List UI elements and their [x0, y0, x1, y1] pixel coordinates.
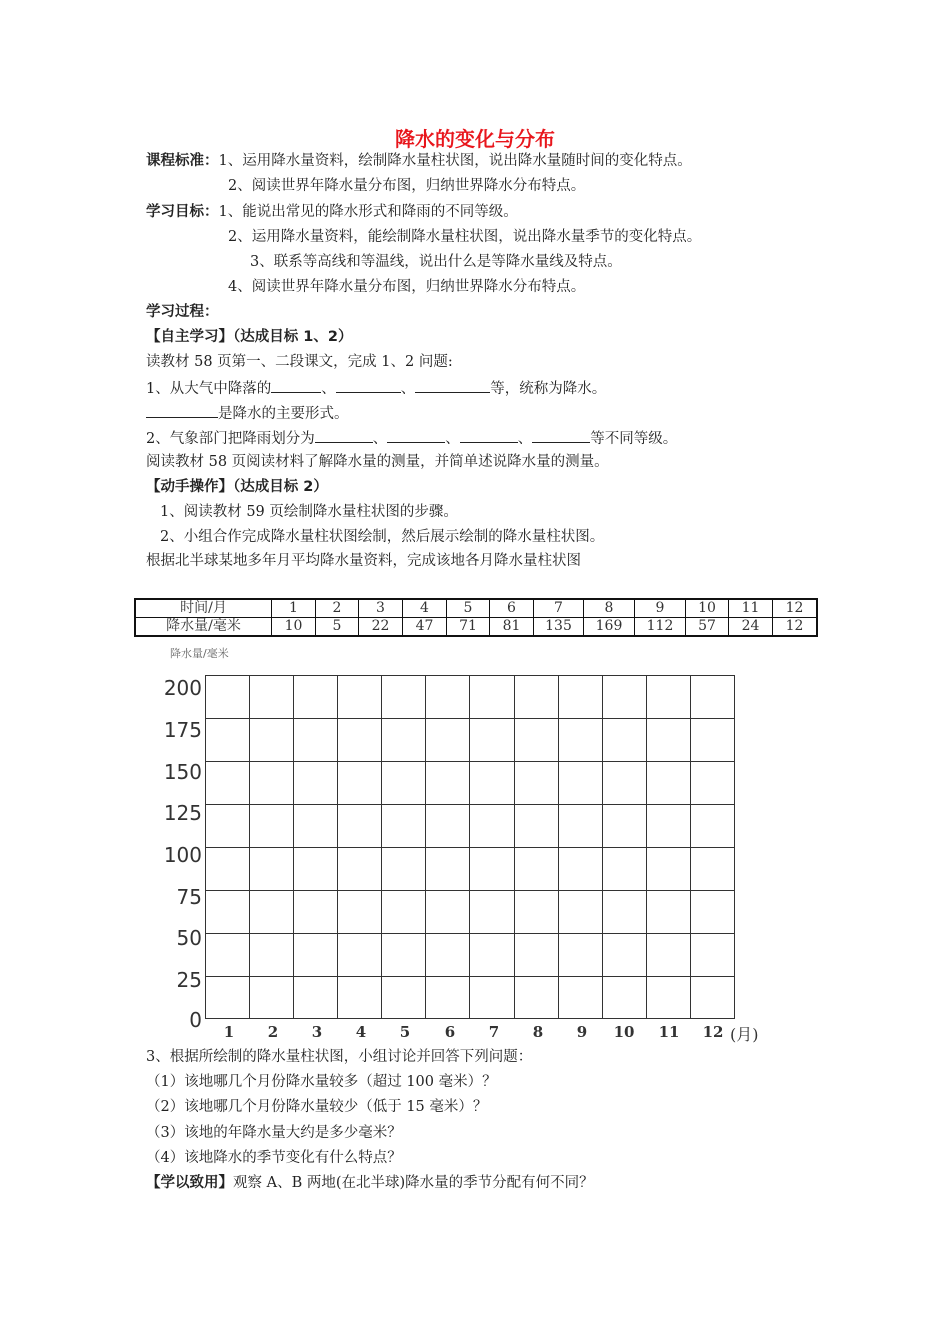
separator: 、 — [517, 431, 533, 447]
table-cell: 81 — [490, 618, 534, 637]
learning-goal-item: 4、阅读世界年降水量分布图，归纳世界降水分布特点。 — [228, 279, 586, 295]
answer-blank[interactable] — [532, 428, 590, 443]
y-tick: 50 — [176, 926, 202, 950]
table-cell: 2 — [316, 599, 359, 618]
reading-instruction: 阅读教材 58 页阅读材料了解降水量的测量，并简单述说降水量的测量。 — [146, 454, 609, 470]
hands-on-item: 2、小组合作完成降水量柱状图绘制，然后展示绘制的降水量柱状图。 — [160, 529, 605, 545]
table-cell: 11 — [729, 599, 773, 618]
y-tick: 100 — [163, 843, 202, 867]
table-cell: 12 — [773, 599, 818, 618]
y-tick: 125 — [163, 801, 202, 825]
question-1-suffix: 等，统称为降水。 — [490, 381, 607, 397]
y-tick: 25 — [176, 968, 202, 992]
question-1b-text: 是降水的主要形式。 — [218, 406, 349, 422]
learning-goal-item: 1、能说出常见的降水形式和降雨的不同等级。 — [218, 204, 518, 220]
self-study-heading: 【自主学习】（达成目标 1、2） — [146, 329, 353, 345]
grid-line — [206, 933, 734, 934]
table-cell: 10 — [686, 599, 729, 618]
learning-goal-item: 3、联系等高线和等温线，说出什么是等降水量线及特点。 — [250, 254, 622, 270]
row-label: 降水量/毫米 — [135, 618, 272, 637]
table-cell: 22 — [359, 618, 403, 637]
question-1 — [146, 378, 606, 398]
x-tick: 2 — [267, 1023, 279, 1041]
x-tick: 7 — [488, 1023, 500, 1041]
question-item: （4）该地降水的季节变化有什么特点？ — [146, 1150, 402, 1166]
table-cell: 7 — [534, 599, 584, 618]
question-item: （1）该地哪几个月份降水量较多（超过 100 毫米）？ — [146, 1074, 497, 1090]
x-tick: 3 — [311, 1023, 323, 1041]
y-tick: 175 — [163, 718, 202, 742]
separator: 、 — [400, 381, 416, 397]
x-tick: 5 — [399, 1023, 411, 1041]
table-cell: 112 — [635, 618, 686, 637]
learning-goals-label: 学习目标： — [146, 204, 219, 220]
hands-on-instruction: 根据北半球某地多年月平均降水量资料，完成该地各月降水量柱状图 — [146, 553, 581, 569]
table-cell: 9 — [635, 599, 686, 618]
chart-grid[interactable] — [205, 675, 735, 1019]
question-1-text: 1、从大气中降落的 — [146, 381, 272, 397]
learning-goal-item: 2、运用降水量资料，能绘制降水量柱状图，说出降水量季节的变化特点。 — [228, 229, 702, 245]
hands-on-heading: 【动手操作】（达成目标 2） — [146, 479, 328, 495]
questions-heading — [146, 1048, 532, 1066]
x-tick: 6 — [444, 1023, 456, 1041]
answer-blank[interactable] — [415, 378, 490, 393]
grid-line — [206, 890, 734, 891]
y-tick: 150 — [163, 760, 202, 784]
question-1b — [146, 403, 349, 423]
separator: 、 — [372, 431, 388, 447]
separator: 、 — [445, 431, 460, 447]
table-cell: 135 — [534, 618, 584, 637]
x-tick: 10 — [613, 1023, 635, 1041]
x-axis-unit: (月) — [730, 1025, 759, 1044]
answer-blank[interactable] — [336, 378, 401, 393]
question-2-text: 2、气象部门把降雨划分为 — [146, 431, 315, 447]
table-cell: 4 — [403, 599, 447, 618]
self-study-intro: 读教材 58 页第一、二段课文，完成 1、2 问题: — [146, 354, 453, 370]
x-tick: 9 — [576, 1023, 588, 1041]
table-cell: 47 — [403, 618, 447, 637]
y-tick: 75 — [176, 885, 202, 909]
answer-blank[interactable] — [387, 428, 445, 443]
x-tick: 12 — [702, 1023, 724, 1041]
grid-line — [206, 718, 734, 719]
question-item: （2）该地哪几个月份降水量较少（低于 15 毫米）？ — [146, 1099, 488, 1115]
table-cell: 10 — [272, 618, 316, 637]
table-cell: 24 — [729, 618, 773, 637]
y-tick: 0 — [189, 1008, 202, 1032]
answer-blank[interactable] — [271, 378, 321, 393]
grid-line — [206, 761, 734, 762]
learning-goals-line-1 — [146, 203, 518, 221]
x-tick: 1 — [223, 1023, 235, 1041]
apply-heading: 【学以致用】 — [146, 1175, 233, 1191]
precipitation-table — [134, 598, 818, 637]
curriculum-standard-line-1 — [146, 152, 692, 170]
table-cell: 71 — [447, 618, 490, 637]
separator: 、 — [321, 381, 336, 397]
questions-heading-text: 3、根据所绘制的降水量柱状图，小组讨论并回答下列问题： — [146, 1049, 533, 1065]
grid-line — [206, 847, 734, 848]
table-cell: 5 — [447, 599, 490, 618]
curriculum-standard-item: 1、运用降水量资料，绘制降水量柱状图，说出降水量随时间的变化特点。 — [218, 153, 692, 169]
table-row-precip — [135, 618, 817, 637]
table-cell: 12 — [773, 618, 818, 637]
x-tick: 4 — [355, 1023, 367, 1041]
answer-blank[interactable] — [146, 403, 218, 418]
table-cell: 169 — [584, 618, 635, 637]
table-cell: 8 — [584, 599, 635, 618]
curriculum-standard-item: 2、阅读世界年降水量分布图，归纳世界降水分布特点。 — [228, 178, 586, 194]
y-tick: 200 — [163, 676, 202, 700]
table-cell: 57 — [686, 618, 729, 637]
page-title: 降水的变化与分布 — [395, 127, 555, 151]
grid-line — [206, 976, 734, 977]
process-label: 学习过程： — [146, 304, 219, 320]
table-cell: 1 — [272, 599, 316, 618]
table-cell: 6 — [490, 599, 534, 618]
answer-blank[interactable] — [460, 428, 518, 443]
curriculum-standard-label: 课程标准： — [146, 153, 219, 169]
row-label: 时间/月 — [135, 599, 272, 618]
question-item: （3）该地的年降水量大约是多少毫米？ — [146, 1125, 402, 1141]
question-2 — [146, 428, 677, 448]
y-axis-label: 降水量/毫米 — [170, 647, 229, 660]
table-cell: 3 — [359, 599, 403, 618]
question-2-suffix: 等不同等级。 — [590, 431, 678, 447]
grid-line — [206, 804, 734, 805]
answer-blank[interactable] — [315, 428, 373, 443]
table-cell: 5 — [316, 618, 359, 637]
apply-section — [146, 1174, 594, 1192]
hands-on-item: 1、阅读教材 59 页绘制降水量柱状图的步骤。 — [160, 504, 458, 520]
x-tick: 8 — [532, 1023, 544, 1041]
apply-text: 观察 A、B 两地(在北半球)降水量的季节分配有何不同？ — [233, 1175, 594, 1191]
x-tick: 11 — [658, 1023, 680, 1041]
table-row-month — [135, 599, 817, 618]
